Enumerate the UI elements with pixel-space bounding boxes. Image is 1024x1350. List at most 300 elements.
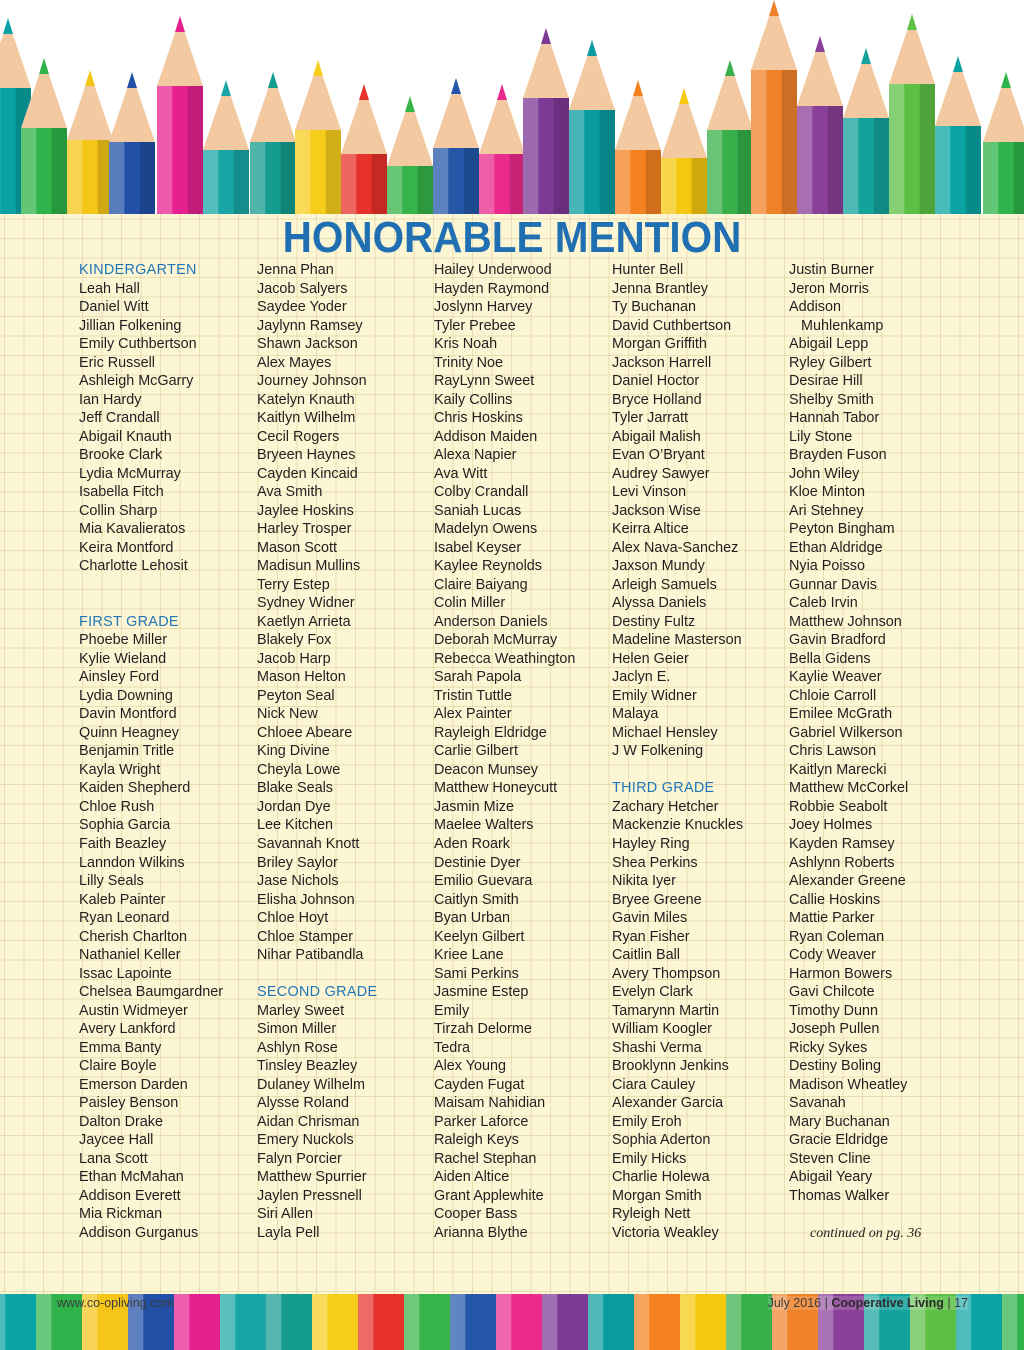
student-name: Arleigh Samuels (612, 576, 717, 593)
student-name: Joey Holmes (789, 817, 873, 834)
student-name: Emily Eroh (612, 1113, 682, 1130)
student-name: Emily Widner (612, 687, 697, 704)
student-name: Robbie Seabolt (789, 798, 888, 815)
student-name: Timothy Dunn (789, 1002, 879, 1019)
student-name: Ava Smith (257, 484, 323, 501)
student-name: Mason Scott (257, 539, 337, 556)
student-name: Avery Lankford (79, 1021, 176, 1038)
student-name: Ashlyn Rose (257, 1039, 338, 1056)
student-name: Journey Johnson (257, 373, 367, 390)
student-name: Harley Trosper (257, 521, 352, 538)
student-name: Chloe Rush (79, 798, 155, 815)
student-name: Chloe Hoyt (257, 910, 329, 927)
student-name: Eric Russell (79, 354, 155, 371)
student-name: Chloe Stamper (257, 928, 353, 945)
footer-magazine: Cooperative Living (831, 1296, 944, 1310)
student-name: William Koogler (612, 1021, 712, 1038)
student-name: Alex Young (434, 1058, 507, 1075)
student-name: Brooke Clark (79, 447, 163, 464)
student-name: Gracie Eldridge (789, 1132, 889, 1149)
student-name: Davin Montford (79, 706, 177, 723)
student-name: Cody Weaver (789, 947, 876, 964)
student-name: Layla Pell (257, 1224, 320, 1241)
student-name: Jacob Harp (257, 650, 331, 667)
student-name: Lydia Downing (79, 687, 173, 704)
student-name: Jackson Harrell (612, 354, 712, 371)
pencil-stripe-highlight (404, 1294, 419, 1350)
names-column-5 (789, 261, 967, 1205)
student-name: Nikita Iyer (612, 873, 676, 890)
footer-separator-2: | (947, 1296, 951, 1310)
student-name: Madeline Masterson (612, 632, 742, 649)
student-name: Evan O’Bryant (612, 447, 705, 464)
student-name: Savanah (789, 1095, 846, 1112)
student-name: Tirzah Delorme (434, 1021, 532, 1038)
student-name: Madison Wheatley (789, 1076, 908, 1093)
student-name: Sami Perkins (434, 965, 519, 982)
student-name: Ainsley Ford (79, 669, 159, 686)
grade-heading: THIRD GRADE (612, 780, 715, 797)
pencil-icon (433, 78, 479, 214)
student-name: Avery Thompson (612, 965, 721, 982)
student-name: Lana Scott (79, 1150, 148, 1167)
student-name: Ciara Cauley (612, 1076, 696, 1093)
student-name: Cecil Rogers (257, 428, 340, 445)
student-name: Tristin Tuttle (434, 687, 512, 704)
student-name: Benjamin Tritle (79, 743, 175, 760)
student-name: Terry Estep (257, 576, 330, 593)
student-name: Callie Hoskins (789, 891, 881, 908)
student-name: Shelby Smith (789, 391, 874, 408)
student-name: Alysse Roland (257, 1095, 349, 1112)
student-name: Chris Lawson (789, 743, 877, 760)
student-name: Ari Stehney (789, 502, 864, 519)
pencil-icon (797, 36, 843, 214)
student-name: Bella Gidens (789, 650, 871, 667)
student-name: Kaitlyn Wilhelm (257, 410, 356, 427)
student-name: Isabella Fitch (79, 484, 164, 501)
student-name: Justin Burner (789, 262, 874, 278)
pencil-icon (109, 72, 155, 214)
student-name: Abigail Knauth (79, 428, 172, 445)
student-name: Shea Perkins (612, 854, 698, 871)
student-name: Mia Rickman (79, 1206, 163, 1223)
student-name: Gabriel Wilkerson (789, 724, 903, 741)
student-name: Daniel Witt (79, 299, 149, 316)
footer-issue-info (768, 1296, 968, 1310)
student-name: Mary Buchanan (789, 1113, 890, 1130)
pencil-stripe-highlight (450, 1294, 465, 1350)
student-name: Addison Everett (79, 1187, 181, 1204)
names-column-3 (434, 261, 612, 1242)
student-name: Daniel Hoctor (612, 373, 700, 390)
student-name: Destiny Fultz (612, 613, 696, 630)
student-name: Jeff Crandall (79, 410, 160, 427)
student-name: Maisam Nahidian (434, 1095, 546, 1112)
student-name: Abigail Malish (612, 428, 701, 445)
pencil-stripe-highlight (496, 1294, 511, 1350)
student-name: Jasmine Estep (434, 984, 529, 1001)
student-name: Kaylee Reynolds (434, 558, 542, 575)
student-name: Shawn Jackson (257, 336, 358, 353)
student-name: Arianna Blythe (434, 1224, 528, 1241)
website-link[interactable]: www.co-opliving.com (57, 1296, 174, 1310)
student-name: Peyton Bingham (789, 521, 895, 538)
footer-page-number: 17 (954, 1296, 968, 1310)
student-name: Kloe Minton (789, 484, 865, 501)
student-name: Ethan McMahan (79, 1169, 184, 1186)
student-name: Jaylen Pressnell (257, 1187, 362, 1204)
student-name-continued: Muhlenkamp (801, 317, 884, 334)
student-name: Jaclyn E. (612, 669, 671, 686)
student-name: Jackson Wise (612, 502, 701, 519)
student-name: Paisley Benson (79, 1095, 179, 1112)
student-name: Faith Beazley (79, 835, 167, 852)
student-name: Siri Allen (257, 1206, 313, 1223)
student-name: Madelyn Owens (434, 521, 538, 538)
student-name: Simon Miller (257, 1021, 337, 1038)
student-name: Chloie Carroll (789, 687, 877, 704)
pencil-stripe-highlight (542, 1294, 557, 1350)
student-name: Mattie Parker (789, 910, 875, 927)
pencil-stripe (0, 1294, 36, 1350)
student-name: Lily Stone (789, 428, 853, 445)
student-name: Deacon Munsey (434, 761, 538, 778)
student-name: Cherish Charlton (79, 928, 187, 945)
pencil-icon (203, 80, 249, 214)
names-column-4 (612, 261, 790, 1242)
pencil-icon (341, 84, 387, 214)
student-name: Ryan Coleman (789, 928, 885, 945)
student-name: Ricky Sykes (789, 1039, 868, 1056)
student-name: Alex Mayes (257, 354, 332, 371)
student-name: Kaetlyn Arrieta (257, 613, 351, 630)
student-name: Jaylynn Ramsey (257, 317, 363, 334)
spacer (79, 594, 257, 613)
student-name: Claire Boyle (79, 1058, 157, 1075)
student-name: Bryee Greene (612, 891, 702, 908)
pencil-icon (843, 48, 889, 214)
student-name: Charlie Holewa (612, 1169, 710, 1186)
student-name: Hayley Ring (612, 835, 690, 852)
student-name: Isabel Keyser (434, 539, 522, 556)
student-name: Anderson Daniels (434, 613, 548, 630)
student-name: Alex Painter (434, 706, 512, 723)
student-name: Cayden Fugat (434, 1076, 525, 1093)
student-name: Issac Lapointe (79, 965, 172, 982)
student-name: Joseph Pullen (789, 1021, 880, 1038)
student-name: Aiden Altice (434, 1169, 510, 1186)
student-name: Jacob Salyers (257, 280, 348, 297)
pencil-icon (569, 40, 615, 214)
pencil-icon (157, 16, 203, 214)
student-name: Alyssa Daniels (612, 595, 707, 612)
student-name: Madisun Mullins (257, 558, 361, 575)
student-name: Jillian Folkening (79, 317, 182, 334)
grade-heading: FIRST GRADE (79, 613, 179, 630)
pencil-icon (983, 72, 1024, 214)
student-name: King Divine (257, 743, 330, 760)
student-name: Kayden Ramsey (789, 835, 895, 852)
pencil-icon (387, 96, 433, 214)
student-name: Abigail Yeary (789, 1169, 873, 1186)
pencil-icon (615, 80, 661, 214)
student-name: Cooper Bass (434, 1206, 518, 1223)
student-name: Emily Cuthbertson (79, 336, 197, 353)
pencil-stripe-highlight (312, 1294, 327, 1350)
pencil-icon (751, 0, 797, 214)
pencil-icon (479, 84, 525, 214)
student-name: Emilee McGrath (789, 706, 893, 723)
student-name: Ethan Aldridge (789, 539, 883, 556)
student-name: RayLynn Sweet (434, 373, 535, 390)
student-name: Deborah McMurray (434, 632, 558, 649)
student-name: Kaily Collins (434, 391, 513, 408)
student-name: Harmon Bowers (789, 965, 893, 982)
pencil-icon (295, 60, 341, 214)
pencil-stripe-highlight (726, 1294, 741, 1350)
pencil-stripe-highlight (0, 1294, 5, 1350)
student-name: Emma Banty (79, 1039, 162, 1056)
student-name: Aden Roark (434, 835, 510, 852)
student-name: Tyler Jarratt (612, 410, 688, 427)
student-name: Rachel Stephan (434, 1150, 537, 1167)
student-name: Keirra Altice (612, 521, 689, 538)
student-name: Audrey Sawyer (612, 465, 710, 482)
student-name: Zachary Hetcher (612, 798, 719, 815)
student-name: Michael Hensley (612, 724, 718, 741)
student-name: Alexa Napier (434, 447, 517, 464)
student-name: Kylie Wieland (79, 650, 167, 667)
student-name: Rayleigh Eldridge (434, 724, 547, 741)
names-column-1 (79, 261, 257, 1242)
student-name: Malaya (612, 706, 659, 723)
student-name: Rebecca Weathington (434, 650, 576, 667)
continued-note: continued on pg. 36 (810, 1226, 922, 1241)
student-name: Emery Nuckols (257, 1132, 354, 1149)
student-name: Chris Hoskins (434, 410, 523, 427)
student-name: Blake Seals (257, 780, 333, 797)
student-name: Desirae Hill (789, 373, 863, 390)
student-name: Mia Kavalieratos (79, 521, 186, 538)
student-name: Matthew McCorkel (789, 780, 909, 797)
student-name: Sophia Garcia (79, 817, 171, 834)
student-name: Levi Vinson (612, 484, 687, 501)
student-name: Ryan Fisher (612, 928, 690, 945)
student-name: Kaleb Painter (79, 891, 166, 908)
student-name: Destiny Boling (789, 1058, 881, 1075)
student-name: Quinn Heagney (79, 724, 180, 741)
student-name: Jaylee Hoskins (257, 502, 354, 519)
student-name: Alex Nava-Sanchez (612, 539, 739, 556)
student-name: Ryley Gilbert (789, 354, 872, 371)
student-name: Byan Urban (434, 910, 510, 927)
student-name: Emerson Darden (79, 1076, 188, 1093)
student-name: Phoebe Miller (79, 632, 167, 649)
student-name: Hayden Raymond (434, 280, 550, 297)
student-name: John Wiley (789, 465, 860, 482)
pencil-stripe-highlight (1002, 1294, 1017, 1350)
student-name: Chelsea Baumgardner (79, 984, 223, 1001)
student-name: Victoria Weakley (612, 1224, 719, 1241)
student-name: Destinie Dyer (434, 854, 521, 871)
student-name: Thomas Walker (789, 1187, 890, 1204)
student-name: Nathaniel Keller (79, 947, 181, 964)
student-name: Tamarynn Martin (612, 1002, 720, 1019)
student-name: Saydee Yoder (257, 299, 347, 316)
spacer (79, 576, 257, 595)
student-name: Ryan Leonard (79, 910, 170, 927)
student-name: Austin Widmeyer (79, 1002, 188, 1019)
student-name: Sydney Widner (257, 595, 355, 612)
student-name: David Cuthbertson (612, 317, 732, 334)
pencil-stripe-highlight (588, 1294, 603, 1350)
student-name: Hannah Tabor (789, 410, 880, 427)
student-name: Ian Hardy (79, 391, 142, 408)
student-name: Joslynn Harvey (434, 299, 533, 316)
student-name: Dulaney Wilhelm (257, 1076, 365, 1093)
student-name: Shashi Verma (612, 1039, 702, 1056)
student-name: Sarah Papola (434, 669, 522, 686)
student-name: Jaxson Mundy (612, 558, 705, 575)
student-name: Nihar Patibandla (257, 947, 364, 964)
footer-date: July 2016 (767, 1296, 822, 1310)
student-name: Gunnar Davis (789, 576, 877, 593)
student-name: Gavin Miles (612, 910, 688, 927)
student-name: Matthew Honeycutt (434, 780, 558, 797)
pencil-icon (661, 88, 707, 214)
pencil-stripe-highlight (634, 1294, 649, 1350)
student-name: Kaylie Weaver (789, 669, 882, 686)
student-name: Morgan Griffith (612, 336, 707, 353)
student-name: Addison Maiden (434, 428, 538, 445)
student-name: Morgan Smith (612, 1187, 702, 1204)
student-name: Keelyn Gilbert (434, 928, 525, 945)
student-name: Chloee Abeare (257, 724, 353, 741)
pencil-stripe-highlight (266, 1294, 281, 1350)
student-name: Bryeen Haynes (257, 447, 356, 464)
names-column-2 (257, 261, 435, 1242)
student-name: Mackenzie Knuckles (612, 817, 744, 834)
student-name: Emilio Guevara (434, 873, 533, 890)
student-name: Tyler Prebee (434, 317, 516, 334)
student-name: Kaitlyn Marecki (789, 761, 887, 778)
footer-separator: | (824, 1296, 828, 1310)
student-name: Leah Hall (79, 280, 140, 297)
student-name: Abigail Lepp (789, 336, 869, 353)
student-name: Trinity Noe (434, 354, 504, 371)
student-name: Blakely Fox (257, 632, 332, 649)
student-name: Brayden Fuson (789, 447, 887, 464)
student-name: Emily Hicks (612, 1150, 687, 1167)
pencil-icon (935, 56, 981, 214)
student-name: Mason Helton (257, 669, 346, 686)
student-name: Jaycee Hall (79, 1132, 154, 1149)
page-title: HONORABLE MENTION (282, 213, 742, 262)
student-name: Katelyn Knauth (257, 391, 355, 408)
student-name: Alexander Garcia (612, 1095, 724, 1112)
pencil-icon (889, 14, 935, 214)
student-name: Kriee Lane (434, 947, 504, 964)
pencil-stripe-highlight (220, 1294, 235, 1350)
student-name: Jase Nichols (257, 873, 339, 890)
student-name: Brooklynn Jenkins (612, 1058, 729, 1075)
student-name: Jordan Dye (257, 798, 331, 815)
student-name: Sophia Aderton (612, 1132, 711, 1149)
student-name: Ryleigh Nett (612, 1206, 691, 1223)
student-name: Grant Applewhite (434, 1187, 544, 1204)
student-name: Aidan Chrisman (257, 1113, 360, 1130)
student-name: Colby Crandall (434, 484, 529, 501)
student-name: Parker Laforce (434, 1113, 529, 1130)
student-name: Gavin Bradford (789, 632, 886, 649)
student-name: Charlotte Lehosit (79, 558, 188, 575)
student-name: Claire Baiyang (434, 576, 528, 593)
student-name: Bryce Holland (612, 391, 702, 408)
pencil-stripe-highlight (358, 1294, 373, 1350)
student-name: Falyn Porcier (257, 1150, 342, 1167)
student-name: Jenna Phan (257, 262, 334, 278)
student-name: Matthew Johnson (789, 613, 902, 630)
student-name: Carlie Gilbert (434, 743, 518, 760)
student-name: Nyia Poisso (789, 558, 865, 575)
student-name: Addison Gurganus (79, 1224, 199, 1241)
grade-heading: SECOND GRADE (257, 984, 378, 1001)
student-name: Hunter Bell (612, 262, 684, 278)
student-name: Emily (434, 1002, 470, 1019)
student-name: Steven Cline (789, 1150, 871, 1167)
student-name: Caleb Irvin (789, 595, 858, 612)
student-name: Kris Noah (434, 336, 498, 353)
student-name: Cheyla Lowe (257, 761, 341, 778)
pencil-icon (250, 72, 296, 214)
student-name: Nick New (257, 706, 318, 723)
student-name: Kayla Wright (79, 761, 161, 778)
student-name: Caitlin Ball (612, 947, 680, 964)
student-name: Matthew Spurrier (257, 1169, 367, 1186)
student-name: Maelee Walters (434, 817, 534, 834)
student-name: Tedra (434, 1039, 470, 1056)
student-name: Jenna Brantley (612, 280, 708, 297)
colored-pencils-illustration (0, 0, 1024, 214)
student-name: Lanndon Wilkins (79, 854, 185, 871)
student-name: Briley Saylor (257, 854, 338, 871)
student-name: Tinsley Beazley (257, 1058, 358, 1075)
student-name: Ava Witt (434, 465, 488, 482)
pencil-stripe-highlight (36, 1294, 51, 1350)
pencil-icon (523, 28, 569, 214)
student-name: Lilly Seals (79, 873, 144, 890)
spacer (612, 761, 790, 780)
student-name: Jeron Morris (789, 280, 869, 297)
pencil-icon (707, 60, 753, 214)
spacer (257, 965, 435, 984)
student-name: Kaiden Shepherd (79, 780, 191, 797)
student-name: Raleigh Keys (434, 1132, 519, 1149)
student-name: Peyton Seal (257, 687, 335, 704)
student-name: Elisha Johnson (257, 891, 355, 908)
student-name: J W Folkening (612, 743, 704, 760)
student-name: Saniah Lucas (434, 502, 522, 519)
student-name: Collin Sharp (79, 502, 158, 519)
student-name: Gavi Chilcote (789, 984, 875, 1001)
pencil-stripe-highlight (174, 1294, 189, 1350)
student-name: Addison (789, 299, 842, 316)
student-name: Dalton Drake (79, 1113, 163, 1130)
student-name: Jasmin Mize (434, 798, 514, 815)
student-name: Ashleigh McGarry (79, 373, 194, 390)
student-name: Lydia McMurray (79, 465, 181, 482)
